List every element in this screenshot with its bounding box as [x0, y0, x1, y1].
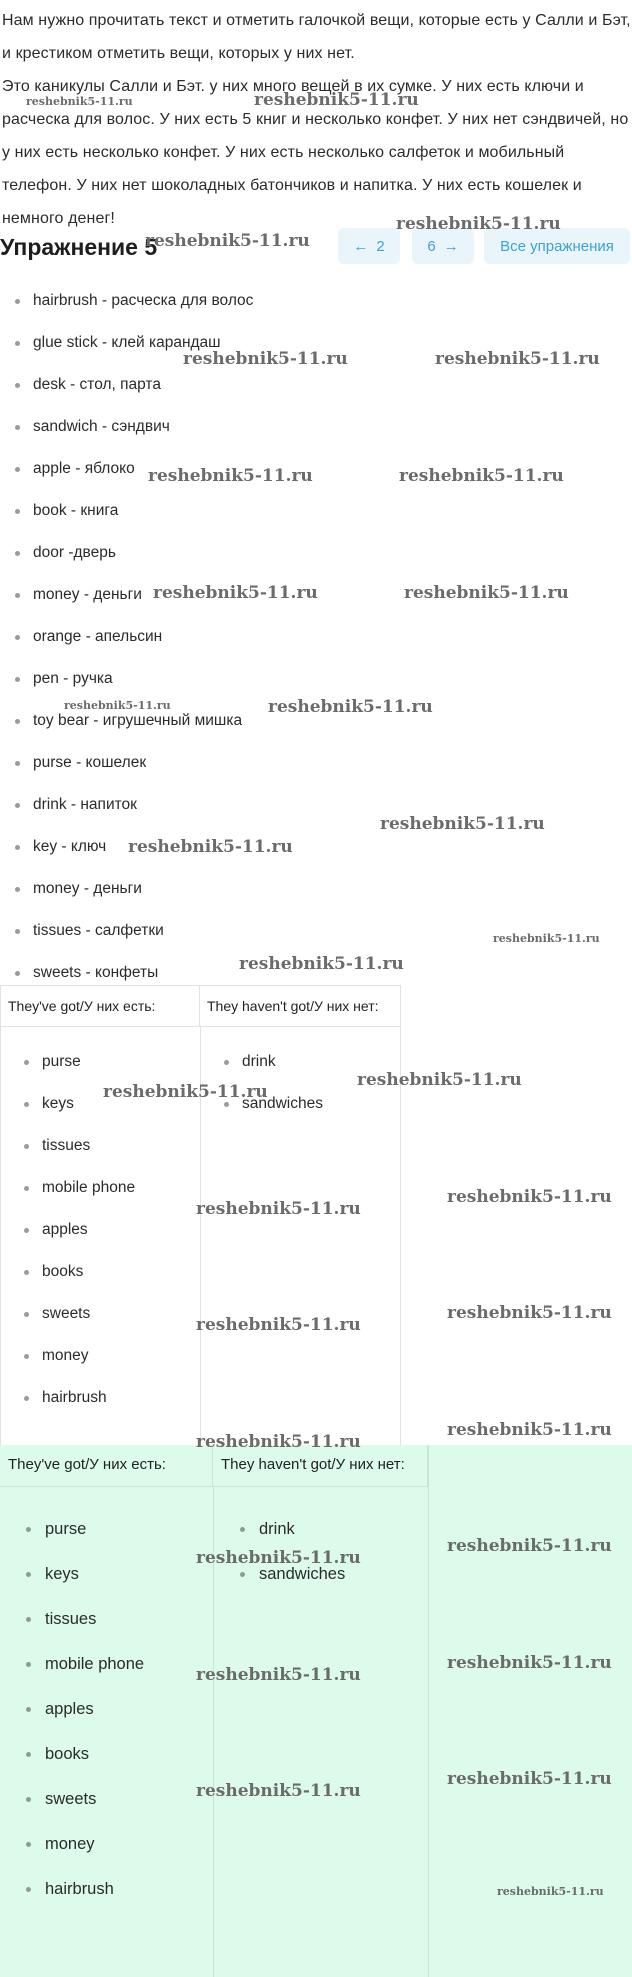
list-item: mobile phone	[0, 1642, 144, 1687]
list-item: drink - напиток	[0, 784, 632, 826]
watermark: reshebnik5-11.ru	[26, 95, 133, 108]
watermark: reshebnik5-11.ru	[435, 349, 600, 369]
list-item: toy bear - игрушечный мишка	[0, 700, 632, 742]
watermark: reshebnik5-11.ru	[196, 1432, 361, 1452]
all-exercises-button[interactable]: Все упражнения	[484, 228, 630, 264]
list-item: purse	[1, 1041, 135, 1083]
watermark: reshebnik5-11.ru	[103, 1082, 268, 1102]
table-header-have-not: They haven't got/У них нет:	[213, 1445, 428, 1487]
watermark: reshebnik5-11.ru	[447, 1420, 612, 1440]
watermark: reshebnik5-11.ru	[447, 1303, 612, 1323]
watermark: reshebnik5-11.ru	[196, 1315, 361, 1335]
prev-exercise-button[interactable]	[338, 228, 400, 264]
list-item: sweets	[1, 1293, 135, 1335]
list-item: apple - яблоко	[0, 448, 632, 490]
watermark: reshebnik5-11.ru	[399, 466, 564, 486]
list-item: tissues	[0, 1597, 144, 1642]
watermark: reshebnik5-11.ru	[380, 814, 545, 834]
list-item: purse - кошелек	[0, 742, 632, 784]
list-item: money - деньги	[0, 574, 632, 616]
list-item: sandwiches	[201, 1083, 323, 1125]
list-item: sweets - конфеты	[0, 952, 632, 994]
list-item: pen - ручка	[0, 658, 632, 700]
list-item: desk - стол, парта	[0, 364, 632, 406]
watermark: reshebnik5-11.ru	[497, 1885, 604, 1898]
answer-table-highlighted	[0, 1445, 632, 1977]
exercise-header	[0, 228, 632, 278]
intro-text	[0, 0, 632, 235]
watermark: reshebnik5-11.ru	[396, 214, 561, 234]
list-item: book - книга	[0, 490, 632, 532]
watermark: reshebnik5-11.ru	[357, 1070, 522, 1090]
list-item: hairbrush	[1, 1377, 135, 1419]
have-list	[0, 1507, 144, 1912]
list-item: apples	[0, 1687, 144, 1732]
list-item: sandwiches	[214, 1552, 345, 1597]
table-header-have: They've got/У них есть:	[1, 985, 200, 1027]
list-item: hairbrush	[0, 1867, 144, 1912]
page-title: Упражнение 5	[0, 234, 158, 260]
list-item: mobile phone	[1, 1167, 135, 1209]
list-item: apples	[1, 1209, 135, 1251]
list-item: tissues - салфетки	[0, 910, 632, 952]
watermark: reshebnik5-11.ru	[447, 1769, 612, 1789]
list-item: keys	[0, 1552, 144, 1597]
table-header-have: They've got/У них есть:	[0, 1445, 213, 1487]
list-item: tissues	[1, 1125, 135, 1167]
intro-story: Это каникулы Салли и Бэт. у них много вещей в их сумке. У них есть ключи и расческа для волос. У них есть 5 книг и несколько конфет. У них нет сэндвичей, но у них есть несколько конфет. У них есть несколько салфеток и мобильный телефон. У них нет шоколадных батончиков и напитка. У них есть кошелек и немного денег!	[2, 78, 629, 227]
list-item: books	[1, 1251, 135, 1293]
list-item: drink	[214, 1507, 345, 1552]
prev-exercise-label: 2	[376, 237, 385, 255]
list-item: books	[0, 1732, 144, 1777]
answer-table-plain	[0, 985, 401, 1445]
watermark: reshebnik5-11.ru	[128, 837, 293, 857]
watermark: reshebnik5-11.ru	[447, 1536, 612, 1556]
list-item: sandwich - сэндвич	[0, 406, 632, 448]
list-item: hairbrush - расческа для волос	[0, 280, 632, 322]
watermark: reshebnik5-11.ru	[447, 1187, 612, 1207]
list-item: orange - апельсин	[0, 616, 632, 658]
watermark: reshebnik5-11.ru	[64, 699, 171, 712]
watermark: reshebnik5-11.ru	[145, 231, 310, 251]
list-item: money	[0, 1822, 144, 1867]
have-not-list	[201, 1041, 323, 1125]
watermark: reshebnik5-11.ru	[447, 1653, 612, 1673]
watermark: reshebnik5-11.ru	[196, 1665, 361, 1685]
next-exercise-label: 6	[427, 237, 436, 255]
watermark: reshebnik5-11.ru	[493, 932, 600, 945]
watermark: reshebnik5-11.ru	[196, 1199, 361, 1219]
watermark: reshebnik5-11.ru	[196, 1781, 361, 1801]
list-item: keys	[1, 1083, 135, 1125]
list-item: sweets	[0, 1777, 144, 1822]
list-item: drink	[201, 1041, 323, 1083]
list-item: glue stick - клей карандаш	[0, 322, 632, 364]
next-exercise-button[interactable]	[412, 228, 474, 264]
watermark: reshebnik5-11.ru	[268, 697, 433, 717]
list-item: key - ключ	[0, 826, 632, 868]
watermark: reshebnik5-11.ru	[239, 954, 404, 974]
list-item: door -дверь	[0, 532, 632, 574]
watermark: reshebnik5-11.ru	[404, 583, 569, 603]
vocabulary-list	[0, 280, 632, 994]
table-header-have-not: They haven't got/У них нет:	[200, 985, 401, 1027]
column-divider	[428, 1445, 429, 1977]
watermark: reshebnik5-11.ru	[254, 90, 419, 110]
watermark: reshebnik5-11.ru	[148, 466, 313, 486]
watermark: reshebnik5-11.ru	[196, 1548, 361, 1568]
arrow-left-icon: ←	[353, 237, 369, 255]
intro-task: Нам нужно прочитать текст и отметить галочкой вещи, которые есть у Салли и Бэт, и крестиком отметить вещи, которых у них нет.	[2, 12, 631, 62]
have-list	[1, 1041, 135, 1419]
list-item: money	[1, 1335, 135, 1377]
list-item: money - деньги	[0, 868, 632, 910]
watermark: reshebnik5-11.ru	[183, 349, 348, 369]
watermark: reshebnik5-11.ru	[153, 583, 318, 603]
have-not-list	[214, 1507, 345, 1597]
arrow-right-icon: →	[443, 237, 459, 255]
list-item: purse	[0, 1507, 144, 1552]
